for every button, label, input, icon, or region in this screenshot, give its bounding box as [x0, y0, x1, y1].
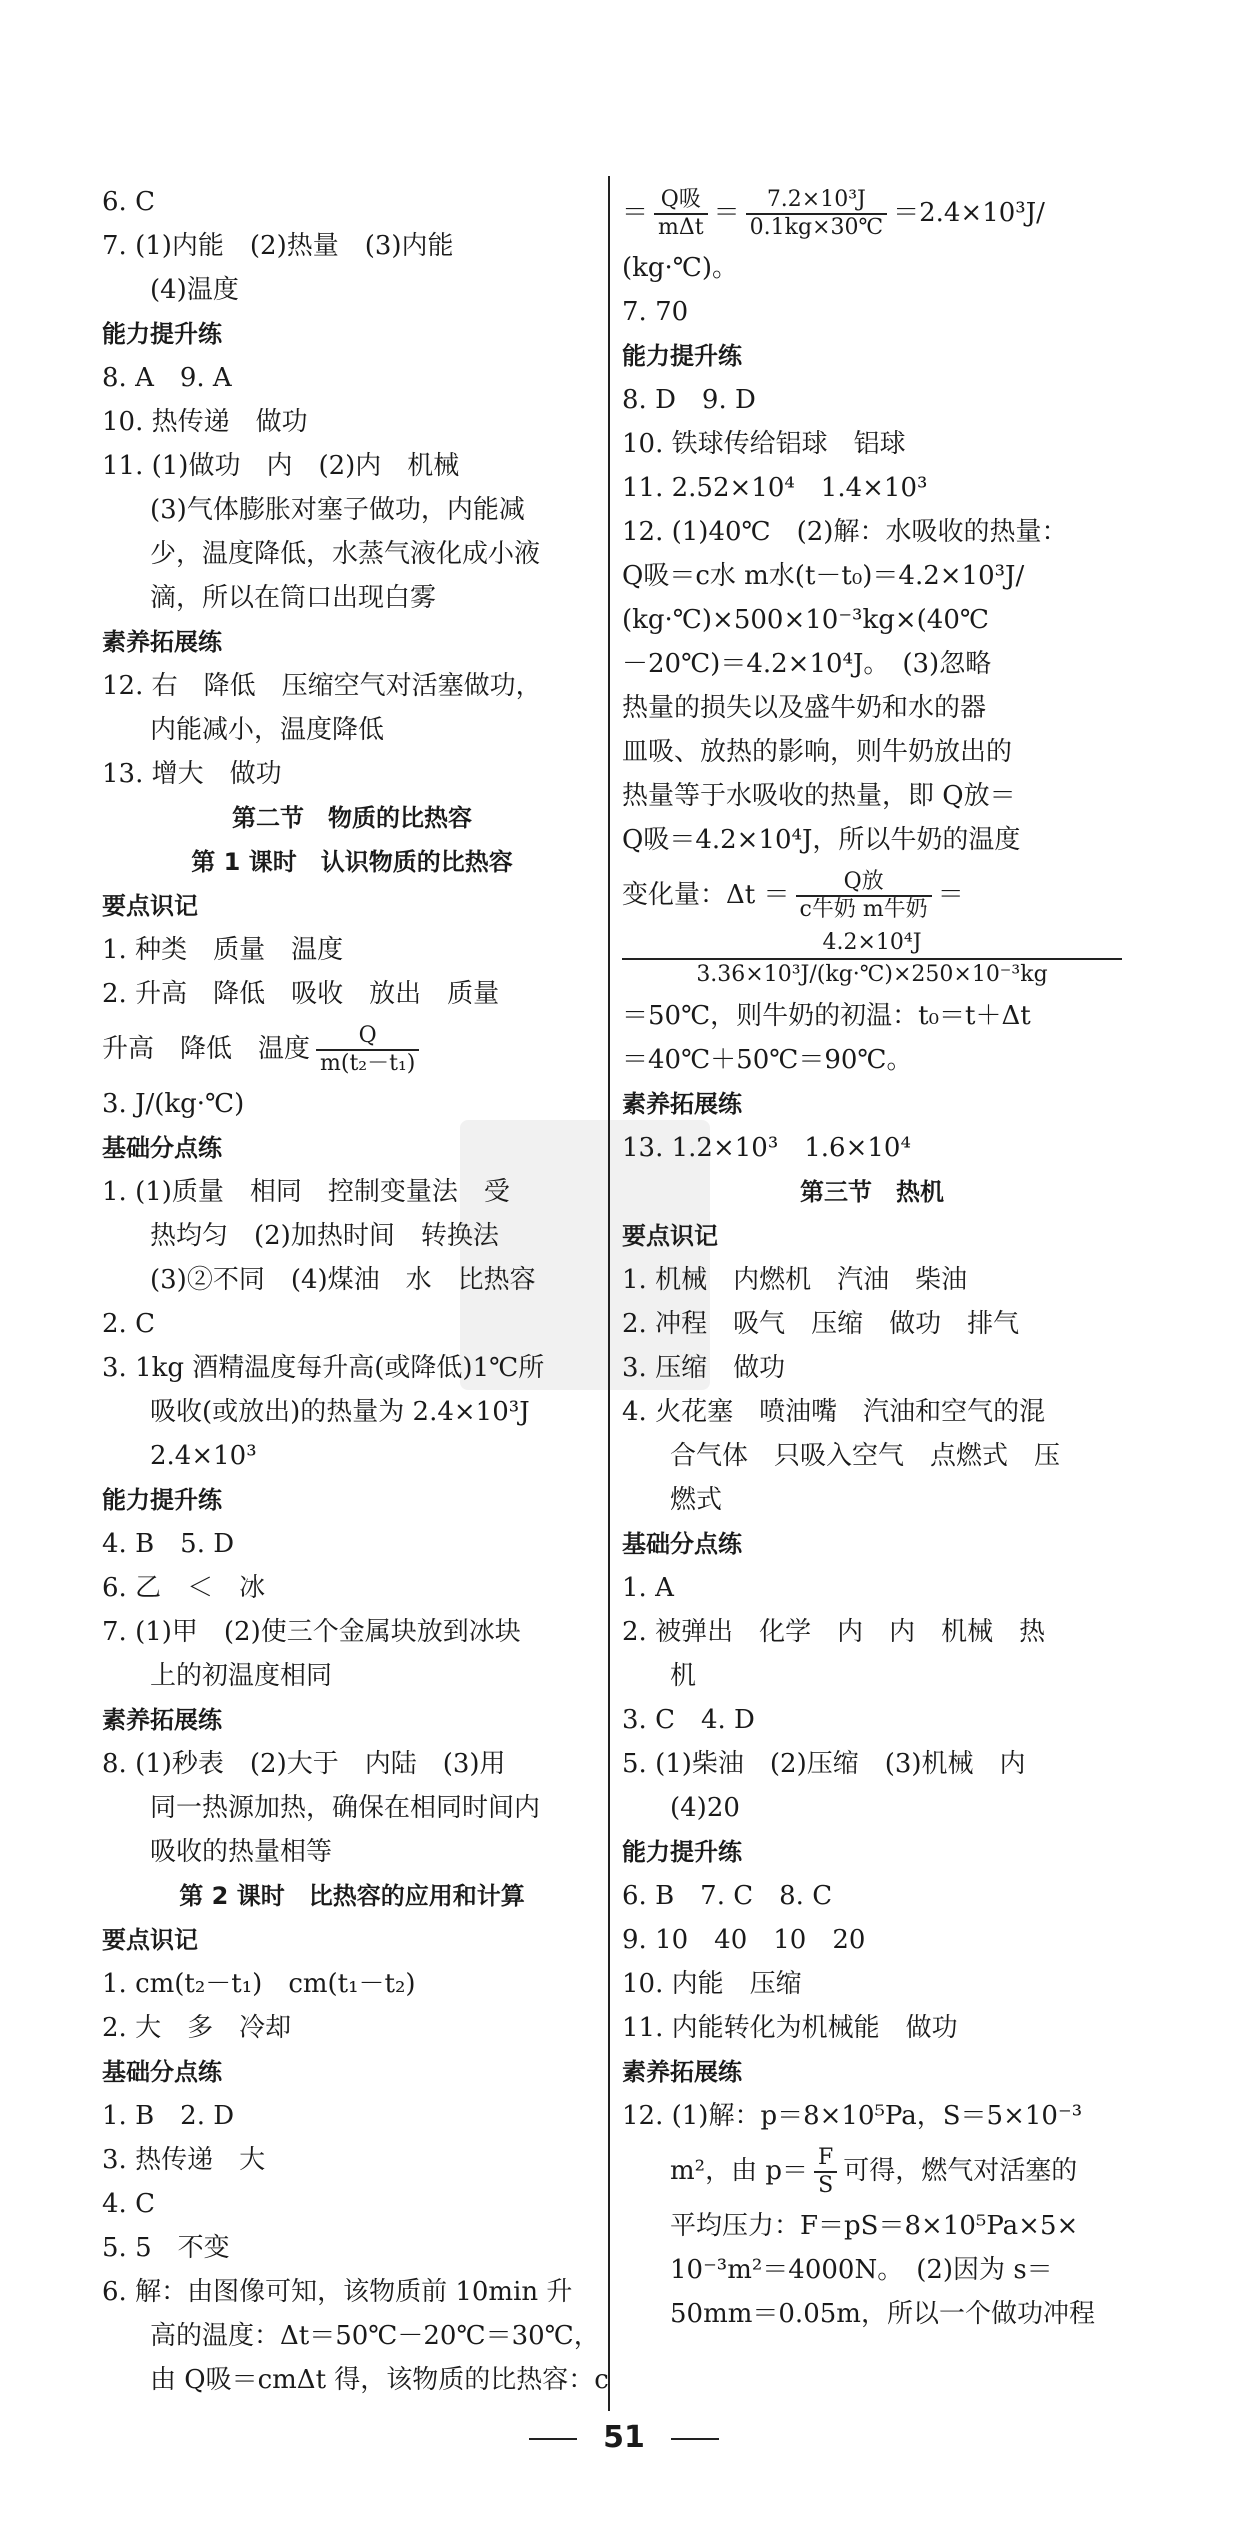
answer-line: 5. 5 不变 — [102, 2233, 230, 2263]
lesson-title: 第三节 热机 — [800, 1178, 944, 1206]
answer-line: 8. D 9. D — [622, 385, 756, 415]
answer-line: 11. 2.52×10⁴ 1.4×10³ — [622, 473, 928, 503]
answer-line: 2. 大 多 冷却 — [102, 2013, 292, 2043]
answer-line: 吸收(或放出)的热量为 2.4×10³J — [150, 1397, 530, 1427]
answer-line: 8. A 9. A — [102, 363, 232, 393]
formula-line — [622, 180, 1122, 246]
formula-text: 可得，燃气对活塞的 — [843, 2156, 1078, 2186]
answer-line: 5. (1)柴油 (2)压缩 (3)机械 内 — [622, 1749, 1026, 1779]
formula-line — [622, 2138, 1122, 2204]
answer-line: 皿吸、放热的影响，则牛奶放出的 — [622, 737, 1013, 767]
formula-text: 变化量：Δt ＝ — [622, 880, 790, 910]
section-heading: 能力提升练 — [622, 1838, 742, 1866]
answer-line: (4)温度 — [150, 275, 239, 305]
answer-line: 平均压力：F＝pS＝8×10⁵Pa×5× — [670, 2211, 1079, 2241]
answer-line: 机 — [670, 1661, 697, 1691]
fraction-denominator: 0.1kg×30℃ — [749, 215, 884, 240]
answer-line: 6. 解：由图像可知，该物质前 10min 升 — [102, 2277, 573, 2307]
fraction-numerator: F — [814, 2145, 837, 2173]
answer-line: 热量的损失以及盛牛奶和水的器 — [622, 693, 987, 723]
lesson-title: 第二节 物质的比热容 — [232, 804, 472, 832]
fraction-denominator: m(t₂－t₁) — [320, 1051, 416, 1076]
footer-dash-right — [671, 2438, 719, 2440]
answer-line: 4. C — [102, 2189, 155, 2219]
formula-text: ＝2.4×10³J/ — [893, 198, 1045, 228]
answer-line: 热均匀 (2)加热时间 转换法 — [150, 1221, 499, 1251]
fraction — [316, 1023, 419, 1077]
answer-line: 1. B 2. D — [102, 2101, 235, 2131]
answer-line: 3. 热传递 大 — [102, 2145, 266, 2175]
formula-text: ＝ — [937, 880, 964, 910]
section-heading: 能力提升练 — [102, 1486, 222, 1514]
section-heading: 素养拓展练 — [102, 628, 222, 656]
section-heading: 要点识记 — [102, 1926, 198, 1954]
formula-text: ＝ — [713, 198, 740, 228]
answer-line: 11. 内能转化为机械能 做功 — [622, 2013, 958, 2043]
answer-line: 燃式 — [670, 1485, 723, 1515]
fraction-numerator: Q — [316, 1023, 419, 1051]
fraction-numerator: Q吸 — [654, 187, 708, 215]
answer-line: 同一热源加热，确保在相同时间内 — [150, 1793, 541, 1823]
answer-line: 9. 10 40 10 20 — [622, 1925, 866, 1955]
answer-line: 2. 冲程 吸气 压缩 做功 排气 — [622, 1309, 1020, 1339]
answer-line: 高的温度：Δt＝50℃－20℃＝30℃， — [150, 2321, 600, 2351]
answer-line: 吸收的热量相等 — [150, 1837, 333, 1867]
answer-line: 4. B 5. D — [102, 1529, 235, 1559]
section-heading: 素养拓展练 — [622, 2058, 742, 2086]
lesson-title: 第 2 课时 比热容的应用和计算 — [179, 1882, 525, 1910]
answer-line: 1. 种类 质量 温度 — [102, 935, 344, 965]
fraction-denominator: 3.36×10³J/(kg·℃)×250×10⁻³kg — [696, 962, 1048, 987]
answer-line: 50mm＝0.05m，所以一个做功冲程 — [670, 2299, 1095, 2329]
formula-line — [622, 862, 1122, 928]
fraction — [814, 2145, 837, 2199]
answer-line: ＝50℃，则牛奶的初温：t₀＝t＋Δt — [622, 1001, 1031, 1031]
answer-line: 13. 1.2×10³ 1.6×10⁴ — [622, 1133, 911, 1163]
answer-line: (4)20 — [670, 1793, 740, 1823]
answer-line: 1. (1)质量 相同 控制变量法 受 — [102, 1177, 510, 1207]
answer-line: 10⁻³m²＝4000N。 (2)因为 s＝ — [670, 2255, 1053, 2285]
answer-line: 3. 1kg 酒精温度每升高(或降低)1℃所 — [102, 1353, 545, 1383]
formula-text: 升高 降低 温度 — [102, 1034, 311, 1064]
answer-line: 10. 铁球传给铝球 铝球 — [622, 429, 906, 459]
formula-text: m²，由 p＝ — [670, 2156, 808, 2186]
answer-line: 3. J/(kg·℃) — [102, 1089, 245, 1119]
fraction-numerator: 4.2×10⁴J — [622, 928, 1122, 960]
fraction — [796, 869, 932, 923]
answer-line: 4. 火花塞 喷油嘴 汽油和空气的混 — [622, 1397, 1046, 1427]
fraction — [746, 187, 887, 241]
answer-line: 由 Q吸＝cmΔt 得，该物质的比热容：c — [150, 2365, 609, 2395]
fraction — [654, 187, 708, 241]
fraction-numerator: Q放 — [796, 869, 932, 897]
section-heading: 基础分点练 — [102, 2058, 222, 2086]
answer-line: 1. 机械 内燃机 汽油 柴油 — [622, 1265, 968, 1295]
page-footer — [0, 2420, 1248, 2455]
answer-line: 热量等于水吸收的热量，即 Q放＝ — [622, 781, 1016, 811]
formula-text: ＝ — [622, 198, 649, 228]
section-heading: 要点识记 — [622, 1222, 718, 1250]
answer-line: 12. 右 降低 压缩空气对活塞做功， — [102, 671, 542, 701]
answer-line: 2.4×10³ — [150, 1441, 257, 1471]
fraction-denominator: S — [818, 2173, 834, 2198]
page-number: 51 — [603, 2420, 645, 2455]
answer-line: 1. A — [622, 1573, 674, 1603]
answer-line: 2. 升高 降低 吸收 放出 质量 — [102, 979, 500, 1009]
answer-line: 13. 增大 做功 — [102, 759, 282, 789]
answer-line: 11. (1)做功 内 (2)内 机械 — [102, 451, 460, 481]
answer-line: 6. 乙 ＜ 冰 — [102, 1573, 266, 1603]
answer-line: 10. 内能 压缩 — [622, 1969, 802, 1999]
answer-line: 12. (1)40℃ (2)解：水吸收的热量： — [622, 517, 1068, 547]
answer-line: (3)气体膨胀对塞子做功，内能减 — [150, 495, 525, 525]
answer-line: (kg·℃)。 — [622, 253, 739, 283]
answer-line: 内能减小，温度降低 — [150, 715, 385, 745]
answer-line: 8. (1)秒表 (2)大于 内陆 (3)用 — [102, 1749, 506, 1779]
answer-line: 7. 70 — [622, 297, 689, 327]
left-column — [102, 180, 609, 2402]
answer-line: 7. (1)甲 (2)使三个金属块放到冰块 — [102, 1617, 521, 1647]
answer-line: Q吸＝c水 m水(t－t₀)＝4.2×10³J/ — [622, 561, 1025, 591]
answer-line: 合气体 只吸入空气 点燃式 压 — [670, 1441, 1061, 1471]
section-heading: 能力提升练 — [622, 342, 742, 370]
column-divider — [608, 176, 610, 2411]
answer-line: 2. 被弹出 化学 内 内 机械 热 — [622, 1617, 1046, 1647]
section-heading: 素养拓展练 — [622, 1090, 742, 1118]
answer-line: (3)②不同 (4)煤油 水 比热容 — [150, 1265, 536, 1295]
section-heading: 基础分点练 — [102, 1134, 222, 1162]
fraction-numerator: 7.2×10³J — [746, 187, 887, 215]
answer-line: 少，温度降低，水蒸气液化成小液 — [150, 539, 541, 569]
answer-line: 滴，所以在筒口出现白雾 — [150, 583, 437, 613]
answer-line: 6. C — [102, 187, 155, 217]
fraction-denominator: mΔt — [658, 215, 704, 240]
section-heading: 基础分点练 — [622, 1530, 742, 1558]
answer-line: 3. C 4. D — [622, 1705, 755, 1735]
wide-fraction — [622, 928, 1122, 994]
right-column — [622, 180, 1122, 2336]
answer-line: 7. (1)内能 (2)热量 (3)内能 — [102, 231, 454, 261]
section-heading: 素养拓展练 — [102, 1706, 222, 1734]
answer-line: 2. C — [102, 1309, 155, 1339]
answer-line: 10. 热传递 做功 — [102, 407, 308, 437]
answer-line: ＝40℃＋50℃＝90℃。 — [622, 1045, 913, 1075]
section-heading: 要点识记 — [102, 892, 198, 920]
answer-line: (kg·℃)×500×10⁻³kg×(40℃ — [622, 605, 989, 635]
footer-dash-left — [529, 2438, 577, 2440]
answer-line: －20℃)＝4.2×10⁴J。 (3)忽略 — [622, 649, 992, 679]
answer-line: 3. 压缩 做功 — [622, 1353, 786, 1383]
answer-line: Q吸＝4.2×10⁴J，所以牛奶的温度 — [622, 825, 1021, 855]
section-heading: 能力提升练 — [102, 320, 222, 348]
answer-line: 上的初温度相同 — [150, 1661, 333, 1691]
answer-line: 1. cm(t₂－t₁) cm(t₁－t₂) — [102, 1969, 416, 1999]
lesson-title: 第 1 课时 认识物质的比热容 — [191, 848, 513, 876]
answer-line: 6. B 7. C 8. C — [622, 1881, 833, 1911]
fraction-denominator: c牛奶 m牛奶 — [799, 897, 928, 922]
formula-line — [102, 1016, 602, 1082]
answer-line: 12. (1)解：p＝8×10⁵Pa，S＝5×10⁻³ — [622, 2101, 1083, 2131]
